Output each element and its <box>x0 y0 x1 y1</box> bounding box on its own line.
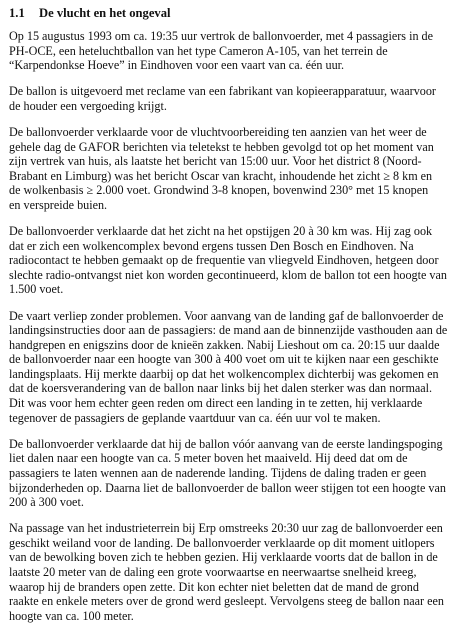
paragraph-advertising: De ballon is uitgevoerd met reclame van een fabrikant van kopieerapparatuur, waarvoor de houder een vergoeding krijgt. <box>9 84 436 113</box>
paragraph-flight-course: De vaart verliep zonder problemen. Voor aanvang van de landing gaf de ballonvoerder de landingsinstructies door aan de passagiers: de mand aan de binnenzijde vasthouden aan de handgrepen en enigszins door de knieën zakken. Nabij Lieshout om ca. 20:15 uur daalde de ballonvoerder naar een hoogte van 300 à 400 voet om uit te kijken naar een geschikte landingsplaats. Hij merkte daarbij op dat het wolkencomplex dichterbij was gekomen en dat de koersverandering van de ballon naar links bij het dalen sterker was dan normaal. Dit was voor hem echter geen reden om direct een landing in te zetten, hij verklaarde tegenover de passagiers de geplande vaartduur van ca. één uur vol te maken. <box>9 308 448 425</box>
paragraph-weather: De ballonvoerder verklaarde voor de vluchtvoorbereiding ten aanzien van het weer de gehele dag de GAFOR berichten via teletekst te hebben gevolgd tot op het moment van zijn vertrek van huis, als laatste het bericht van 15:00 uur. Voor het district 8 (Noord- Brabant en Limburg) was het bericht Oscar van kracht, inhoudende het zicht ≥ 8 km en de wolkenbasis ≥ 2.000 voet. Grondwind 3-8 knopen, bovenwind 230° met 15 knopen en verspreide buien. <box>9 124 434 212</box>
paragraph-first-landing-attempt: De ballonvoerder verklaarde dat hij de ballon vóór aanvang van de eerste landingspoging liet dalen naar een hoogte van ca. 5 meter boven het maaiveld. Hij deed dat om de passagiers te laten wennen aan de naderende landing. Tijdens de daling traden er geen bijzonderheden op. Daarna liet de ballonvoerder de ballon weer stijgen tot een hoogte van 200 à 300 voet. <box>9 436 446 510</box>
paragraph-departure: Op 15 augustus 1993 om ca. 19:35 uur vertrok de ballonvoerder, met 4 passagiers in de PH-OCE, een heteluchtballon van het type Cameron A-105, van het terrein de “Karpendonkse Hoeve” in Eindhoven voor een vaart van ca. één uur. <box>9 29 434 73</box>
paragraph-visibility: De ballonvoerder verklaarde dat het zicht na het opstijgen 20 à 30 km was. Hij zag ook dat er zich een wolkencomplex bevond ergens tussen Den Bosch en Eindhoven. Na radiocontact te hebben gemaakt op de frequentie van vliegveld Eindhoven, hetgeen door slechte radio-ontvangst niet kon worden gecontinueerd, klom de ballon tot een hoogte van 1.500 voet. <box>9 224 447 297</box>
section-heading <box>9 6 466 21</box>
section-number: 1.1 <box>9 6 25 20</box>
paragraph-landing: Na passage van het industrieterrein bij Erp omstreeks 20:30 uur zag de ballonvoerder een geschikt weiland voor de landing. De ballonvoerder verklaarde op dit moment uitlopers van de bewolking boven zich te hebben gezien. Hij verklaarde voorts dat de ballon in de laatste 20 meter van de daling een grote voorwaartse en neerwaartse snelheid kreeg, waarop hij de branders open zette. Dit kon echter niet beletten dat de mand de grond raakte en enkele meters over de grond werd gesleept. Vervolgens steeg de ballon naar een hoogte van ca. 100 meter. <box>9 521 444 623</box>
section-title: De vlucht en het ongeval <box>39 6 171 20</box>
